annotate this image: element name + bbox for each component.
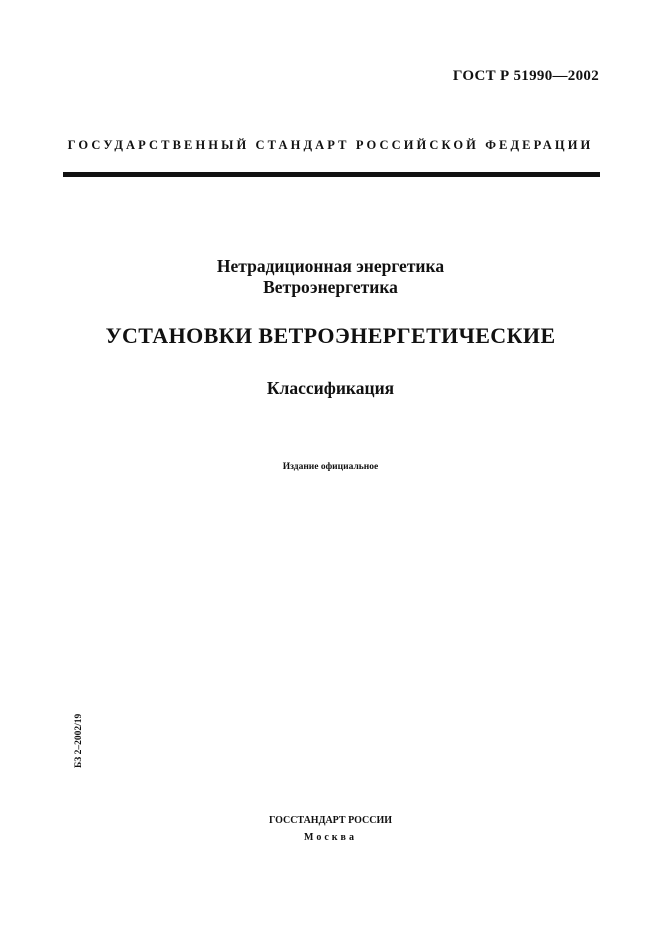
state-standard-heading: ГОСУДАРСТВЕННЫЙ СТАНДАРТ РОССИЙСКОЙ ФЕДЕРАЦИИ xyxy=(67,138,594,152)
catalog-mark: БЗ 2–2002/19 xyxy=(74,713,84,768)
subject-line-2: Ветроэнергетика xyxy=(263,277,398,297)
horizontal-divider xyxy=(63,172,600,177)
edition-note: Издание официальное xyxy=(282,462,379,472)
document-subtitle: Классификация xyxy=(266,378,395,398)
document-title: УСТАНОВКИ ВЕТРОЭНЕРГЕТИЧЕСКИЕ xyxy=(105,323,556,348)
document-number: ГОСТ Р 51990—2002 xyxy=(452,68,599,84)
subject-line-1: Нетрадиционная энергетика xyxy=(216,256,445,276)
publisher-city: Москва xyxy=(304,832,357,843)
publisher-name: ГОССТАНДАРТ РОССИИ xyxy=(268,815,393,826)
